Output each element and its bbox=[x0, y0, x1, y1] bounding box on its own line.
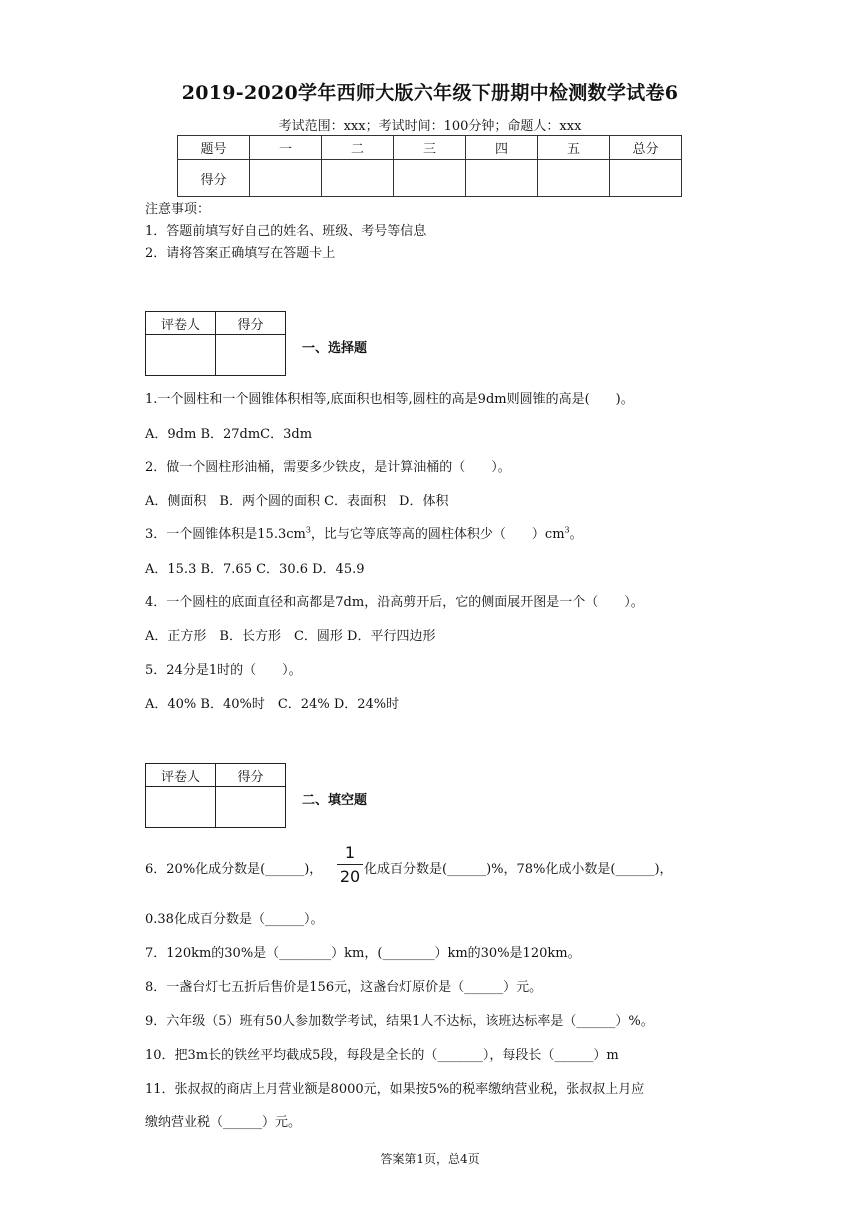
question-6-part-b: 化成百分数是(______)%，78%化成小数是(______)， bbox=[364, 862, 673, 877]
question-3-options: A．15.3 B．7.65 C．30.6 D．45.9 bbox=[145, 562, 365, 577]
score-header-cell: 三 bbox=[394, 136, 466, 160]
question-9: 9．六年级（5）班有50人参加数学考试，结果1人不达标，该班达标率是（______）%。 bbox=[145, 1014, 654, 1029]
score-cell[interactable] bbox=[466, 160, 538, 197]
score-cell[interactable] bbox=[322, 160, 394, 197]
score-header-cell: 五 bbox=[538, 136, 610, 160]
question-2: 2．做一个圆柱形油桶，需要多少铁皮，是计算油桶的（ ）。 bbox=[145, 460, 511, 475]
fraction-numerator: 1 bbox=[344, 843, 356, 862]
score-cell[interactable] bbox=[538, 160, 610, 197]
fraction-denominator: 20 bbox=[339, 867, 361, 886]
fraction-bar bbox=[337, 864, 363, 865]
superscript: 3 bbox=[305, 525, 311, 535]
section-title-choice: 一、选择题 bbox=[302, 341, 368, 356]
exam-title: 2019-2020学年西师大版六年级下册期中检测数学试卷6 bbox=[181, 82, 679, 104]
score-header-cell: 一 bbox=[250, 136, 322, 160]
grader-label: 评卷人 bbox=[146, 312, 216, 335]
score-header-cell: 题号 bbox=[178, 136, 250, 160]
grader-cell[interactable] bbox=[146, 787, 216, 828]
question-10: 10．把3m长的铁丝平均截成5段，每段是全长的（_______），每段长（______）m bbox=[145, 1048, 619, 1063]
question-11-line-2: 缴纳营业税（______）元。 bbox=[145, 1115, 302, 1130]
notes bbox=[145, 199, 426, 265]
score-header-cell: 总分 bbox=[610, 136, 682, 160]
question-6-part-c: 0.38化成百分数是（______）。 bbox=[145, 912, 324, 927]
question-3-part: 。 bbox=[569, 527, 583, 542]
question-8: 8．一盏台灯七五折后售价是156元，这盏台灯原价是（______）元。 bbox=[145, 980, 543, 995]
notes-item: 2．请将答案正确填写在答题卡上 bbox=[145, 246, 336, 261]
question-3-part: 3．一个圆锥体积是15.3cm bbox=[145, 527, 306, 542]
section-title-fill: 二、填空题 bbox=[302, 793, 368, 808]
grader-label: 评卷人 bbox=[146, 764, 216, 787]
score-row-label: 得分 bbox=[178, 160, 250, 197]
score-table bbox=[177, 135, 682, 197]
notes-item: 1．答题前填写好自己的姓名、班级、考号等信息 bbox=[145, 224, 427, 239]
grader-cell[interactable] bbox=[146, 335, 216, 376]
question-1: 1.一个圆柱和一个圆锥体积相等,底面积也相等,圆柱的高是9dm则圆锥的高是( )。 bbox=[145, 392, 634, 407]
grader-box-1 bbox=[145, 311, 286, 376]
question-3-part: ，比与它等底等高的圆柱体积少（ ）cm bbox=[310, 527, 565, 542]
question-7: 7．120km的30%是（________）km，(________）km的30%是120km。 bbox=[145, 946, 581, 961]
score-cell[interactable] bbox=[394, 160, 466, 197]
question-11-line-1: 11．张叔叔的商店上月营业额是8000元，如果按5%的税率缴纳营业税，张叔叔上月应 bbox=[145, 1082, 645, 1097]
notes-heading: 注意事项： bbox=[145, 202, 211, 217]
question-4: 4．一个圆柱的底面直径和高都是7dm，沿高剪开后，它的侧面展开图是一个（ ）。 bbox=[145, 595, 644, 610]
superscript: 3 bbox=[564, 525, 570, 535]
exam-subtitle: 考试范围：xxx；考试时间：100分钟；命题人：xxx bbox=[278, 119, 582, 134]
score-header-cell: 二 bbox=[322, 136, 394, 160]
score-cell[interactable] bbox=[250, 160, 322, 197]
question-5-options: A．40% B．40%时 C．24% D．24%时 bbox=[145, 697, 400, 712]
fraction bbox=[337, 843, 363, 886]
score-cell[interactable] bbox=[610, 160, 682, 197]
question-5: 5．24分是1时的（ ）。 bbox=[145, 663, 302, 678]
grader-box-2 bbox=[145, 763, 286, 828]
grader-cell[interactable] bbox=[216, 787, 286, 828]
grader-score-label: 得分 bbox=[216, 764, 286, 787]
question-6-part-a: 6．20%化成分数是(______)， bbox=[145, 862, 323, 877]
page-footer: 答案第1页，总4页 bbox=[380, 1152, 480, 1166]
score-header-cell: 四 bbox=[466, 136, 538, 160]
grader-score-label: 得分 bbox=[216, 312, 286, 335]
question-2-options: A．侧面积 B．两个圆的面积 C．表面积 D．体积 bbox=[145, 494, 449, 509]
question-4-options: A．正方形 B．长方形 C．圆形 D．平行四边形 bbox=[145, 629, 436, 644]
grader-cell[interactable] bbox=[216, 335, 286, 376]
question-1-options: A．9dm B．27dmC．3dm bbox=[145, 427, 313, 442]
question-3 bbox=[145, 523, 583, 542]
